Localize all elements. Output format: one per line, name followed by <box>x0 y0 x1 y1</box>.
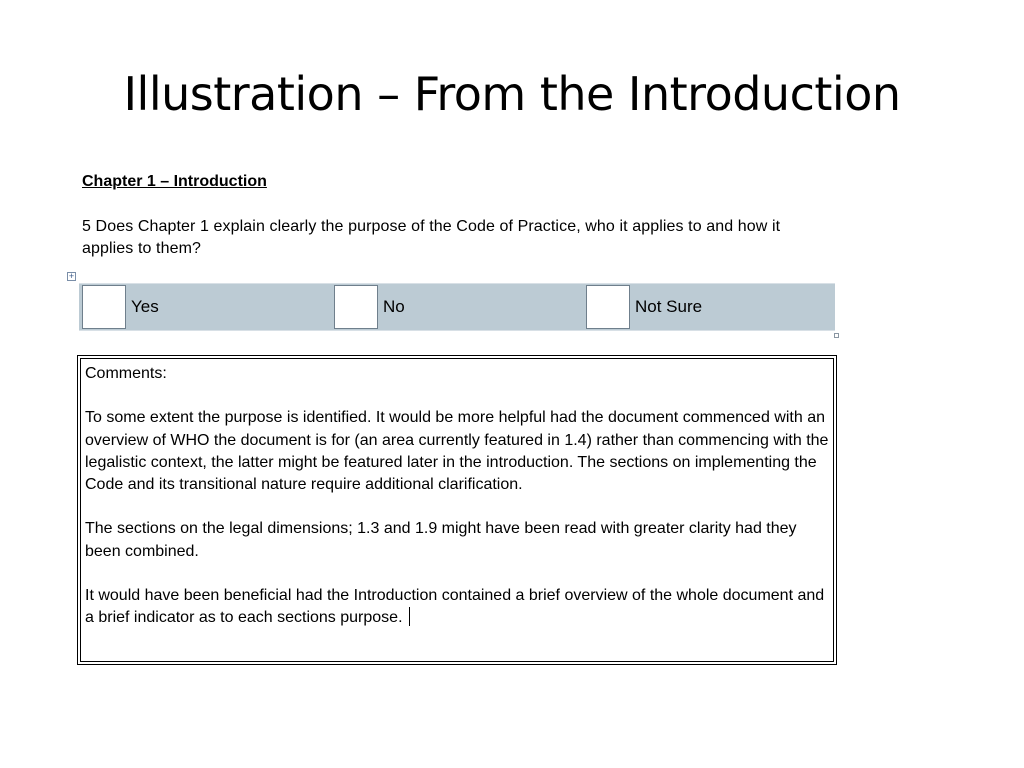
checkbox-no[interactable] <box>334 285 378 329</box>
checkbox-yes[interactable] <box>82 285 126 329</box>
table-resize-handle[interactable] <box>834 333 839 338</box>
option-no-label: No <box>383 297 405 316</box>
comment-paragraph-3: It would have been beneficial had the Introduction contained a brief overview of the whole document and a brief indicator as to each sections purpose. <box>85 586 825 627</box>
option-yes-label: Yes <box>131 297 159 316</box>
option-not-sure-label: Not Sure <box>635 297 703 316</box>
move-handle-icon[interactable]: + <box>68 271 75 281</box>
comment-paragraph-2: The sections on the legal dimensions; 1.3 and 1.9 might have been read with greater clarity had they been combined. <box>85 520 797 560</box>
option-yes[interactable] <box>82 284 159 330</box>
comments-box[interactable] <box>77 355 837 665</box>
slide-title: Illustration – From the Introduction <box>123 67 901 121</box>
comment-paragraph-1: To some extent the purpose is identified. It would be more helpful had the document commenced with an overview of WHO the document is for (an area currently featured in 1.4) rather than commencing with the legalistic context, the latter might be featured later in the introduction. The sections on implementing the Code and its transitional nature require additional clarification. <box>85 409 829 493</box>
comment-paragraph-3-wrapper <box>85 585 829 629</box>
option-no[interactable] <box>334 284 405 330</box>
text-cursor <box>409 607 410 626</box>
checkbox-not-sure[interactable] <box>586 285 630 329</box>
comments-label: Comments: <box>85 365 167 382</box>
comments-text-area[interactable] <box>80 358 834 662</box>
answer-options-row <box>79 283 835 331</box>
chapter-heading: Chapter 1 – Introduction <box>82 173 267 190</box>
question-text: 5 Does Chapter 1 explain clearly the purpose of the Code of Practice, who it applies to and how it applies to them? <box>82 218 781 257</box>
option-not-sure[interactable] <box>586 284 702 330</box>
